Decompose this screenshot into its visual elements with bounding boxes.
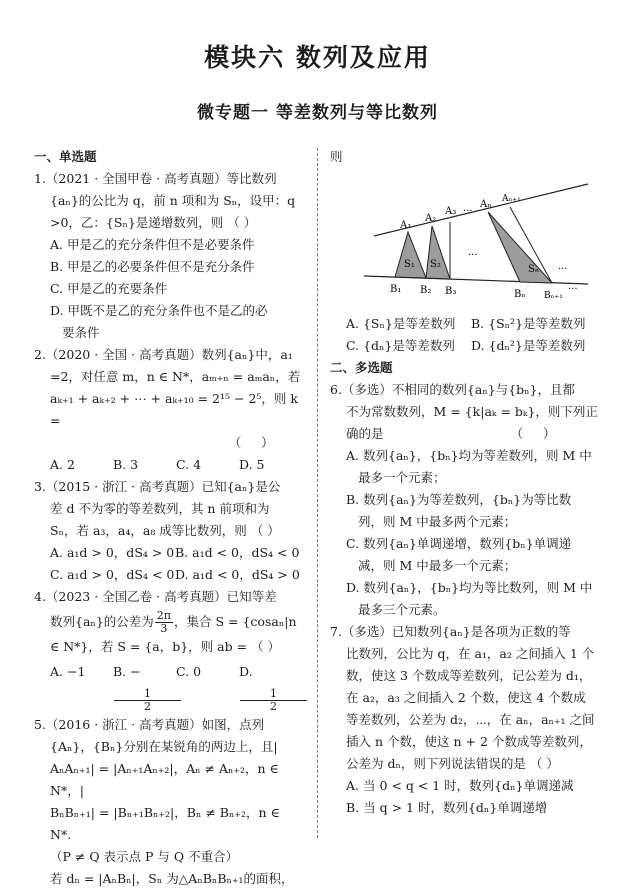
option-c: C. 0 [176,664,202,679]
page-title: 模块六 数列及应用 [204,43,431,72]
label-a3: A₃ [445,206,457,217]
fraction-numerator: 2π [156,609,172,622]
question-5-continued: 则 [330,149,343,164]
option-a: A. 数列{aₙ}，{bₙ}均为等差数列，则 M 中 [346,448,592,463]
page-subtitle: 微专题一 等差数列与等比数列 [197,103,438,123]
dots-right: ··· [558,264,568,275]
question-2 [34,344,304,476]
option-d-continued: 要条件 [62,325,100,340]
question-text: （P ≠ Q 表示点 P 与 Q 不重合） [50,849,239,864]
options-row [34,454,304,476]
fraction-one-half [240,688,303,713]
question-6 [330,379,600,621]
triangle-s2 [426,226,450,279]
question-5 [34,714,304,890]
label-bn: Bₙ [514,289,526,300]
question-text-with-fraction [34,608,304,636]
question-text: 数，使这 3 个数成等差数列，记公差为 d₁， [346,668,592,683]
option-b: B. 3 [113,457,139,472]
figure-point-sequences [330,174,600,309]
option-a: A. 甲是乙的充分条件但不是必要条件 [50,237,255,252]
option-c: C. 甲是乙的充要条件 [50,281,168,296]
option-d: D. 数列{aₙ}，{bₙ}均为等比数列，则 M 中 [346,580,593,595]
options-row [330,313,600,335]
option-a: A. 2 [50,457,75,472]
option-c-continued: 减，则 M 中最多一个元素； [358,558,517,573]
option-b [113,658,176,714]
options-row [34,542,304,564]
label-an1: Aₙ₊₁ [502,194,521,204]
option-c: C. 4 [176,457,202,472]
option-b: B. {Sₙ²}是等差数列 [471,316,586,331]
question-text: 比数列，公比为 q，在 a₁，a₂ 之间插入 1 个 [346,646,595,661]
answer-bracket: （ ） [50,435,274,450]
question-text: 1.（2021 · 全国甲卷 · 高考真题）等比数列 [34,171,277,186]
option-a: A. 当 0 < q < 1 时，数列{dₙ}单调递减 [346,778,574,793]
options-row [34,658,304,714]
question-text: 若 dₙ = |AₙBₙ|，Sₙ 为△AₙBₙBₙ₊₁的面积， [50,871,294,886]
label-sn: Sₙ [528,264,540,275]
question-7 [330,621,600,819]
label-s1: S₁ [404,259,415,270]
fraction-2pi-over-3 [155,610,173,635]
question-text: 在 a₂，a₃ 之间插入 2 个数，使这 4 个数成 [346,690,586,705]
fraction-denominator: 2 [144,700,151,713]
label-b2: B₂ [420,285,432,296]
question-text: 插入 n 个数，使这 n + 2 个数成等差数列， [346,734,592,749]
question-4 [34,586,304,714]
triangle-sn [488,212,552,283]
options-row [330,335,600,357]
question-text: =2，对任意 m，n ∈ N*，aₘ₊ₙ = aₘaₙ，若 [50,369,301,384]
section-heading-single-choice: 一、单选题 [34,149,97,164]
label-b1: B₁ [390,284,402,295]
option-b: B. 当 q > 1 时，数列{dₙ}单调递增 [346,800,548,815]
question-text: 7.（多选）已知数列{aₙ}是各项为正数的等 [330,624,571,639]
column-divider [317,148,318,838]
question-text: 公差为 dₙ，则下列说法错误的是 （ ） [346,756,559,771]
option-b: B. 甲是乙的必要条件但不是充分条件 [50,259,255,274]
fraction-denominator: 3 [160,622,168,635]
option-d-label: D. [239,664,253,679]
option-c: C. a₁d > 0，dS₄ < 0 [50,567,175,582]
dots-bottom: ··· [568,284,578,295]
triangle-s1 [395,232,426,278]
geometry-figure [330,174,592,302]
right-column [330,146,600,819]
question-text: 6.（多选）不相同的数列{aₙ}与{bₙ}，且都 [330,382,576,397]
question-text: 数列{aₙ}的公差为 [50,614,154,629]
option-d: D. a₁d < 0，dS₄ > 0 [175,567,300,582]
option-b-continued: 列，则 M 中最多两个元素； [358,514,517,529]
question-3 [34,476,304,586]
option-b-label: B. − [113,664,141,679]
question-text: 4.（2023 · 全国乙卷 · 高考真题）已知等差 [34,589,277,604]
dots-top: ··· [463,206,473,217]
option-b: B. 数列{aₙ}为等差数列，{bₙ}为等比数 [346,492,572,507]
option-a: A. {Sₙ}是等差数列 [346,316,456,331]
question-text: aₖ₊₁ + aₖ₊₂ + ⋯ + aₖ₊₁₀ = 2¹⁵ − 2⁵，则 k = [50,391,298,428]
question-text: {aₙ}的公比为 q，前 n 项和为 Sₙ，设甲：q [50,193,296,208]
fraction-denominator: 2 [270,700,277,713]
question-text: >0，乙：{Sₙ}是递增数列，则 （ ） [50,215,257,230]
question-text: 不为常数数列，M = {k|aₖ = bₖ}，则下列正 [346,404,598,419]
question-text: AₙAₙ₊₁| = |Aₙ₊₁Aₙ₊₂|，Aₙ ≠ Aₙ₊₂，n ∈ N*，| [50,761,279,798]
label-b3: B₃ [445,286,457,297]
option-c: C. 数列{aₙ}单调递增，数列{bₙ}单调递 [346,536,572,551]
question-text: 2.（2020 · 全国 · 高考真题）数列{aₙ}中，a₁ [34,347,293,362]
options-row [34,564,304,586]
question-text: BₙBₙ₊₁| = |Bₙ₊₁Bₙ₊₂|，Bₙ ≠ Bₙ₊₂，n ∈ N*. [50,805,280,842]
fraction-numerator: 1 [114,688,181,701]
label-bn1: Bₙ₊₁ [544,291,563,301]
option-d-continued: 最多三个元素。 [358,602,446,617]
question-text: ，集合 S = {cosaₙ|n [174,614,297,629]
question-1 [34,168,304,344]
option-d [239,658,302,714]
option-d: D. 甲既不是乙的充分条件也不是乙的必 [50,303,268,318]
label-an: Aₙ [480,199,492,210]
question-text: {Aₙ}，{Bₙ}分别在某锐角的两边上，且| [50,739,278,754]
option-d: D. 5 [239,457,265,472]
option-a-continued: 最多一个元素； [358,470,446,485]
label-s2: S₂ [430,259,441,270]
question-text: 确的是 （ ） [346,426,556,441]
option-b: B. a₁d < 0，dS₄ < 0 [175,545,300,560]
question-text: 5.（2016 · 浙江 · 高考真题）如图，点列 [34,717,265,732]
question-text: 差 d 不为零的等差数列，其 n 前项和为 [50,501,270,516]
section-heading-multi-choice: 二、多选题 [330,360,393,375]
label-a2: A₂ [425,213,437,224]
fraction-one-half [114,688,177,713]
question-text: Sₙ，若 a₃，a₄，a₈ 成等比数列，则 （ ） [50,523,280,538]
question-text: 3.（2015 · 浙江 · 高考真题）已知{aₙ}是公 [34,479,281,494]
fraction-numerator: 1 [240,688,307,701]
question-text: ∈ N*}，若 S = {a，b}，则 ab = （ ） [50,639,281,654]
label-a1: A₁ [400,220,412,231]
option-a: A. −1 [50,664,86,679]
option-a: A. a₁d > 0，dS₄ > 0 [50,545,175,560]
option-c: C. {dₙ}是等差数列 [346,338,455,353]
dots-middle: ··· [468,250,478,261]
question-text: 等差数列，公差为 d₂，⋯，在 aₙ，aₙ₊₁ 之间 [346,712,595,727]
left-column [34,146,304,890]
option-d: D. {dₙ²}是等差数列 [471,338,586,353]
